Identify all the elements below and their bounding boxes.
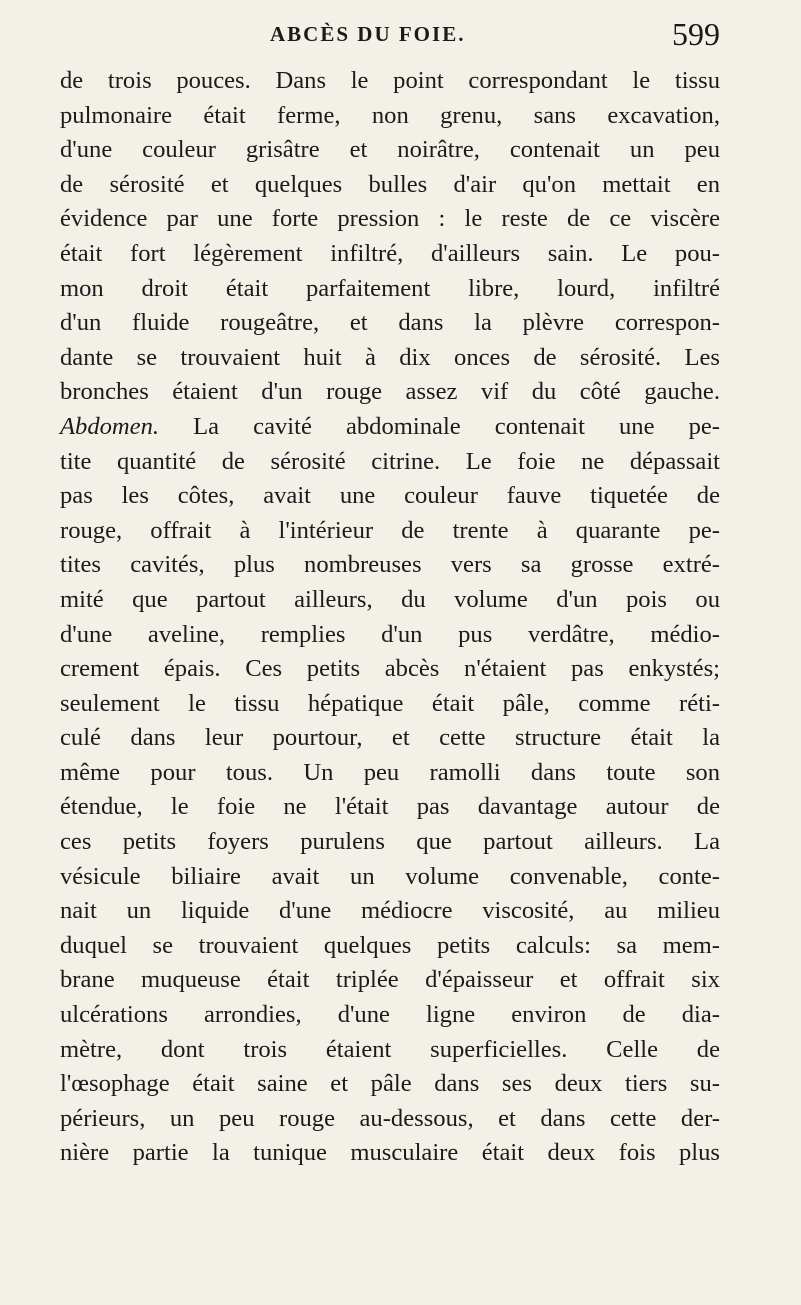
text-line: rouge, offrait à l'intérieur de trente à quarante pe- <box>60 516 720 544</box>
text-line: ulcérations arrondies, d'une ligne environ de dia- <box>60 1001 720 1029</box>
text-line: seulement le tissu hépatique était pâle, comme réti- <box>60 689 720 717</box>
abdomen-line-rest: La cavité abdominale contenait une pe- <box>193 412 720 440</box>
text-line: l'œsophage était saine et pâle dans ses deux tiers su- <box>60 1070 720 1098</box>
text-line: crement épais. Ces petits abcès n'étaient pas enkystés; <box>60 655 720 683</box>
text-line: pas les côtes, avait une couleur fauve tiquetée de <box>60 482 720 510</box>
text-line: vésicule biliaire avait un volume convenable, conte- <box>60 862 720 890</box>
text-line: de sérosité et quelques bulles d'air qu'on mettait en <box>60 170 720 198</box>
text-line: périeurs, un peu rouge au-dessous, et dans cette der- <box>60 1104 720 1132</box>
text-line: ces petits foyers purulens que partout ailleurs. La <box>60 828 720 856</box>
text-line: même pour tous. Un peu ramolli dans toute son <box>60 758 720 786</box>
text-line: dante se trouvaient huit à dix onces de sérosité. Les <box>60 343 720 371</box>
text-line: d'une aveline, remplies d'un pus verdâtre, médio- <box>60 620 720 648</box>
text-line: d'un fluide rougeâtre, et dans la plèvre correspon- <box>60 309 720 337</box>
text-line: duquel se trouvaient quelques petits calculs: sa mem- <box>60 931 720 959</box>
text-line: de trois pouces. Dans le point correspondant le tissu <box>60 67 720 94</box>
text-line: était fort légèrement infiltré, d'ailleurs sain. Le pou- <box>60 239 720 267</box>
text-line: d'une couleur grisâtre et noirâtre, contenait un peu <box>60 136 720 164</box>
body-text <box>60 64 720 1171</box>
text-line: mon droit était parfaitement libre, lourd, infiltré <box>60 274 720 302</box>
text-line: brane muqueuse était triplée d'épaisseur et offrait six <box>60 966 720 994</box>
abdomen-line <box>60 410 720 445</box>
page-header <box>60 16 720 66</box>
running-head: ABCÈS DU FOIE. <box>270 22 466 46</box>
text-line: tite quantité de sérosité citrine. Le foie ne dépassait <box>60 447 720 475</box>
text-line: bronches étaient d'un rouge assez vif du côté gauche. <box>60 378 720 406</box>
text-line: mètre, dont trois étaient superficielles. Celle de <box>60 1035 720 1063</box>
text-line: mité que partout ailleurs, du volume d'un pois ou <box>60 585 720 613</box>
text-line: nière partie la tunique musculaire était deux fois plus <box>60 1139 720 1167</box>
abdomen-heading: Abdomen. <box>60 412 160 440</box>
text-line: étendue, le foie ne l'était pas davantage autour de <box>60 793 720 821</box>
text-line: pulmonaire était ferme, non grenu, sans excavation, <box>60 101 720 129</box>
text-line: nait un liquide d'une médiocre viscosité, au milieu <box>60 897 720 925</box>
text-line: culé dans leur pourtour, et cette structure était la <box>60 724 720 752</box>
page-number: 599 <box>672 16 720 52</box>
text-line: tites cavités, plus nombreuses vers sa grosse extré- <box>60 551 720 579</box>
text-line: évidence par une forte pression : le reste de ce viscère <box>60 205 720 233</box>
